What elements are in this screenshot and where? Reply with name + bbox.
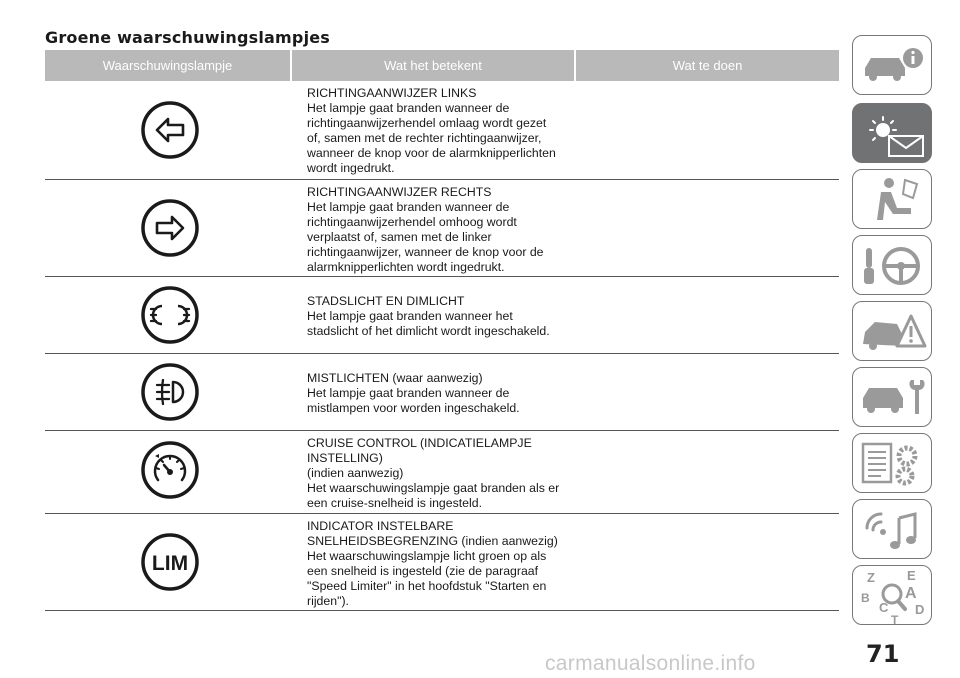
row-line: Het lampje gaat branden wanneer de [307, 101, 510, 115]
watermark: carmanualsonline.info [545, 652, 756, 675]
index-letter: C [879, 600, 889, 615]
seat-airbag-icon [853, 170, 933, 230]
car-info-icon [853, 36, 933, 96]
row-line: een cruise-snelheid is ingesteld. [307, 496, 482, 510]
row-line: wanneer de knop voor de alarmknipperlichten [307, 146, 556, 160]
page-number: 71 [866, 640, 900, 668]
row-line: een snelheid is ingesteld (zie de paragraaf [307, 564, 539, 578]
row-line: wordt ingedrukt. [307, 161, 395, 175]
table-row [45, 354, 839, 431]
index-alphabet-icon [853, 566, 933, 626]
row-heading: STADSLICHT EN DIMLICHT [307, 294, 465, 308]
row-line: alarmknipperlichten wordt ingedrukt. [307, 260, 505, 274]
tab-safety[interactable] [852, 169, 932, 229]
table-row [45, 431, 839, 514]
car-warning-triangle-icon [853, 302, 933, 362]
multimedia-music-icon [853, 500, 933, 560]
cruise-control-icon [140, 440, 200, 500]
row-heading: RICHTINGAANWIJZER RECHTS [307, 185, 492, 199]
column-header-action: Wat te doen [672, 58, 743, 73]
table-row [45, 180, 839, 277]
row-line: of, samen met de rechter richtingaanwijzer, [307, 131, 542, 145]
row-description [307, 185, 587, 275]
row-description [307, 371, 587, 416]
car-wrench-icon [853, 368, 933, 428]
row-line: Het lampje gaat branden wanneer de [307, 386, 510, 400]
row-description [307, 436, 587, 511]
speed-limiter-icon [140, 532, 200, 592]
row-line: richtingaanwijzerhendel omlaag wordt gezet [307, 116, 547, 130]
row-description [307, 294, 587, 339]
row-line: INSTELLING) [307, 451, 383, 465]
row-line: richtingaanwijzer, wanneer de knop voor de [307, 245, 544, 259]
row-heading: MISTLICHTEN (waar aanwezig) [307, 371, 483, 385]
row-line: "Speed Limiter" in het hoofdstuk "Starten en [307, 579, 547, 593]
column-header-meaning: Wat het betekent [290, 50, 576, 81]
row-heading: RICHTINGAANWIJZER LINKS [307, 86, 477, 100]
row-line: stadslicht of het dimlicht wordt ingeschakeld. [307, 324, 550, 338]
row-heading: CRUISE CONTROL (INDICATIELAMPJE [307, 436, 532, 450]
table-row [45, 277, 839, 354]
tab-multimedia[interactable] [852, 499, 932, 559]
row-line: rijden"). [307, 594, 349, 608]
index-letter: E [907, 568, 916, 583]
row-description [307, 86, 587, 176]
arrow-right-indicator-icon [140, 198, 200, 258]
specifications-gears-icon [853, 434, 933, 494]
fog-light-icon [140, 362, 200, 422]
speed-limiter-label: LIM [151, 552, 189, 575]
row-line: richtingaanwijzerhendel omhoog wordt [307, 215, 517, 229]
row-line: Het lampje gaat branden wanneer het [307, 309, 513, 323]
index-letter: A [905, 585, 917, 602]
table-row [45, 81, 839, 180]
row-line: Het waarschuwingslampje gaat branden als er [307, 481, 560, 495]
index-letter: Z [867, 570, 875, 585]
steering-wheel-key-icon [853, 236, 933, 296]
row-line: verplaatst of, samen met de linker [307, 230, 492, 244]
arrow-left-indicator-icon [140, 100, 200, 160]
tab-technical-data[interactable] [852, 433, 932, 493]
row-line: mistlampen voor worden ingeschakeld. [307, 401, 520, 415]
tab-warning-lights[interactable] [852, 103, 932, 163]
table-header [45, 50, 839, 81]
parking-dipped-light-icon [140, 285, 200, 345]
tab-starting-driving[interactable] [852, 235, 932, 295]
column-header-lamp: Waarschuwingslampje [102, 58, 233, 73]
index-letter: D [915, 602, 925, 617]
row-heading: INDICATOR INSTELBARE [307, 519, 454, 533]
warning-light-message-icon [853, 104, 933, 164]
row-line: Het waarschuwingslampje licht groen op als [307, 549, 547, 563]
table-row [45, 514, 839, 611]
row-line: (indien aanwezig) [307, 466, 404, 480]
tab-maintenance[interactable] [852, 367, 932, 427]
tab-index[interactable] [852, 565, 932, 625]
row-line: Het lampje gaat branden wanneer de [307, 200, 510, 214]
index-letter: B [861, 591, 870, 605]
page-title: Groene waarschuwingslampjes [45, 28, 331, 47]
row-description [307, 519, 587, 609]
tab-emergency[interactable] [852, 301, 932, 361]
row-line: SNELHEIDSBEGRENZING (indien aanwezig) [307, 534, 558, 548]
tab-car-info[interactable] [852, 35, 932, 95]
index-letter: T [891, 613, 899, 626]
